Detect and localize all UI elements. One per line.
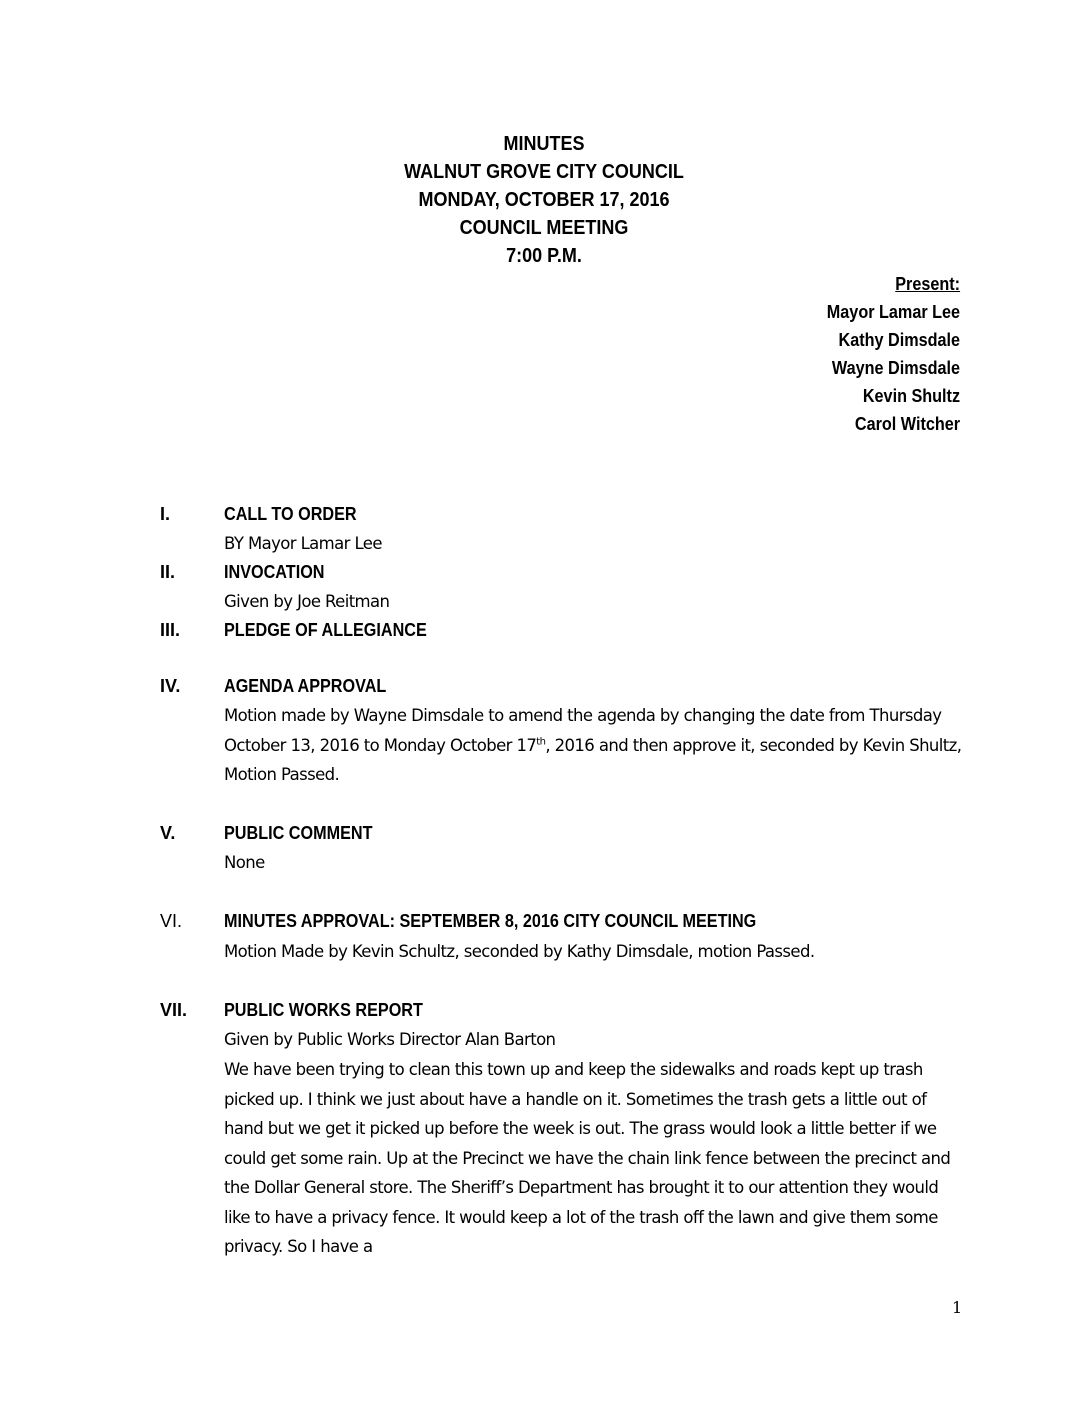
section-body — [224, 701, 964, 790]
section-number: VII. — [160, 1000, 188, 1020]
section-heading: PUBLIC WORKS REPORT — [224, 1000, 423, 1020]
section-body: BY Mayor Lamar Lee — [224, 534, 382, 553]
ordinal-suffix: th — [536, 736, 546, 747]
section-heading: PUBLIC COMMENT — [224, 823, 373, 843]
section-number: I. — [160, 504, 171, 524]
section-body-text: Motion made by Wayne Dimsdale to amend the agenda by changing the date from Thursday October 13, 2016 to Monday October 17 — [224, 706, 942, 755]
section-body: We have been trying to clean this town up and keep the sidewalks and roads kept up trash picked up. I think we just about have a handle on it. Sometimes the trash gets a little out of hand but we get it picked up before the week is out. The grass would look a little better if we could get some rain. Up at the Precinct we have the chain link fence between the precinct and the Dollar General store. The Sheriff’s Department has brought it to our attention they would like to have a privacy fence. It would keep a lot of the trash off the lawn and give them some privacy. So I have a — [224, 1060, 951, 1256]
section-heading: AGENDA APPROVAL — [224, 676, 387, 696]
section-heading: CALL TO ORDER — [224, 504, 357, 524]
present-label: Present: — [895, 274, 960, 294]
title-council-name: WALNUT GROVE CITY COUNCIL — [404, 161, 684, 183]
section-body: None — [224, 853, 265, 872]
section-number: II. — [160, 562, 176, 582]
section-heading: PLEDGE OF ALLEGIANCE — [224, 620, 427, 640]
page-number: 1 — [952, 1298, 963, 1317]
present-member: Carol Witcher — [854, 414, 960, 434]
title-minutes: MINUTES — [503, 133, 585, 155]
title-meeting-time: 7:00 P.M. — [506, 245, 582, 267]
section-heading: MINUTES APPROVAL: SEPTEMBER 8, 2016 CITY COUNCIL MEETING — [224, 911, 757, 931]
present-member: Kevin Shultz — [862, 386, 960, 406]
section-body-given-by: Given by Public Works Director Alan Barton — [224, 1030, 556, 1049]
section-number: III. — [160, 620, 181, 640]
title-meeting-type: COUNCIL MEETING — [459, 217, 629, 239]
present-members-list — [827, 270, 960, 438]
section-heading: INVOCATION — [224, 562, 325, 582]
document-title-block — [54, 130, 1033, 270]
section-body: Given by Joe Reitman — [224, 592, 390, 611]
section-body-text: , 2016 and then approve it, seconded by Kevin Shultz, Motion Passed. — [224, 735, 962, 784]
title-meeting-date: MONDAY, OCTOBER 17, 2016 — [418, 189, 670, 211]
present-member: Mayor Lamar Lee — [826, 302, 960, 322]
section-number: IV. — [160, 676, 181, 696]
section-number: V. — [160, 823, 176, 843]
section-body: Motion Made by Kevin Schultz, seconded by Kathy Dimsdale, motion Passed. — [224, 942, 815, 961]
section-number: VI. — [160, 911, 183, 931]
present-member: Wayne Dimsdale — [831, 358, 960, 378]
present-member: Kathy Dimsdale — [838, 330, 960, 350]
